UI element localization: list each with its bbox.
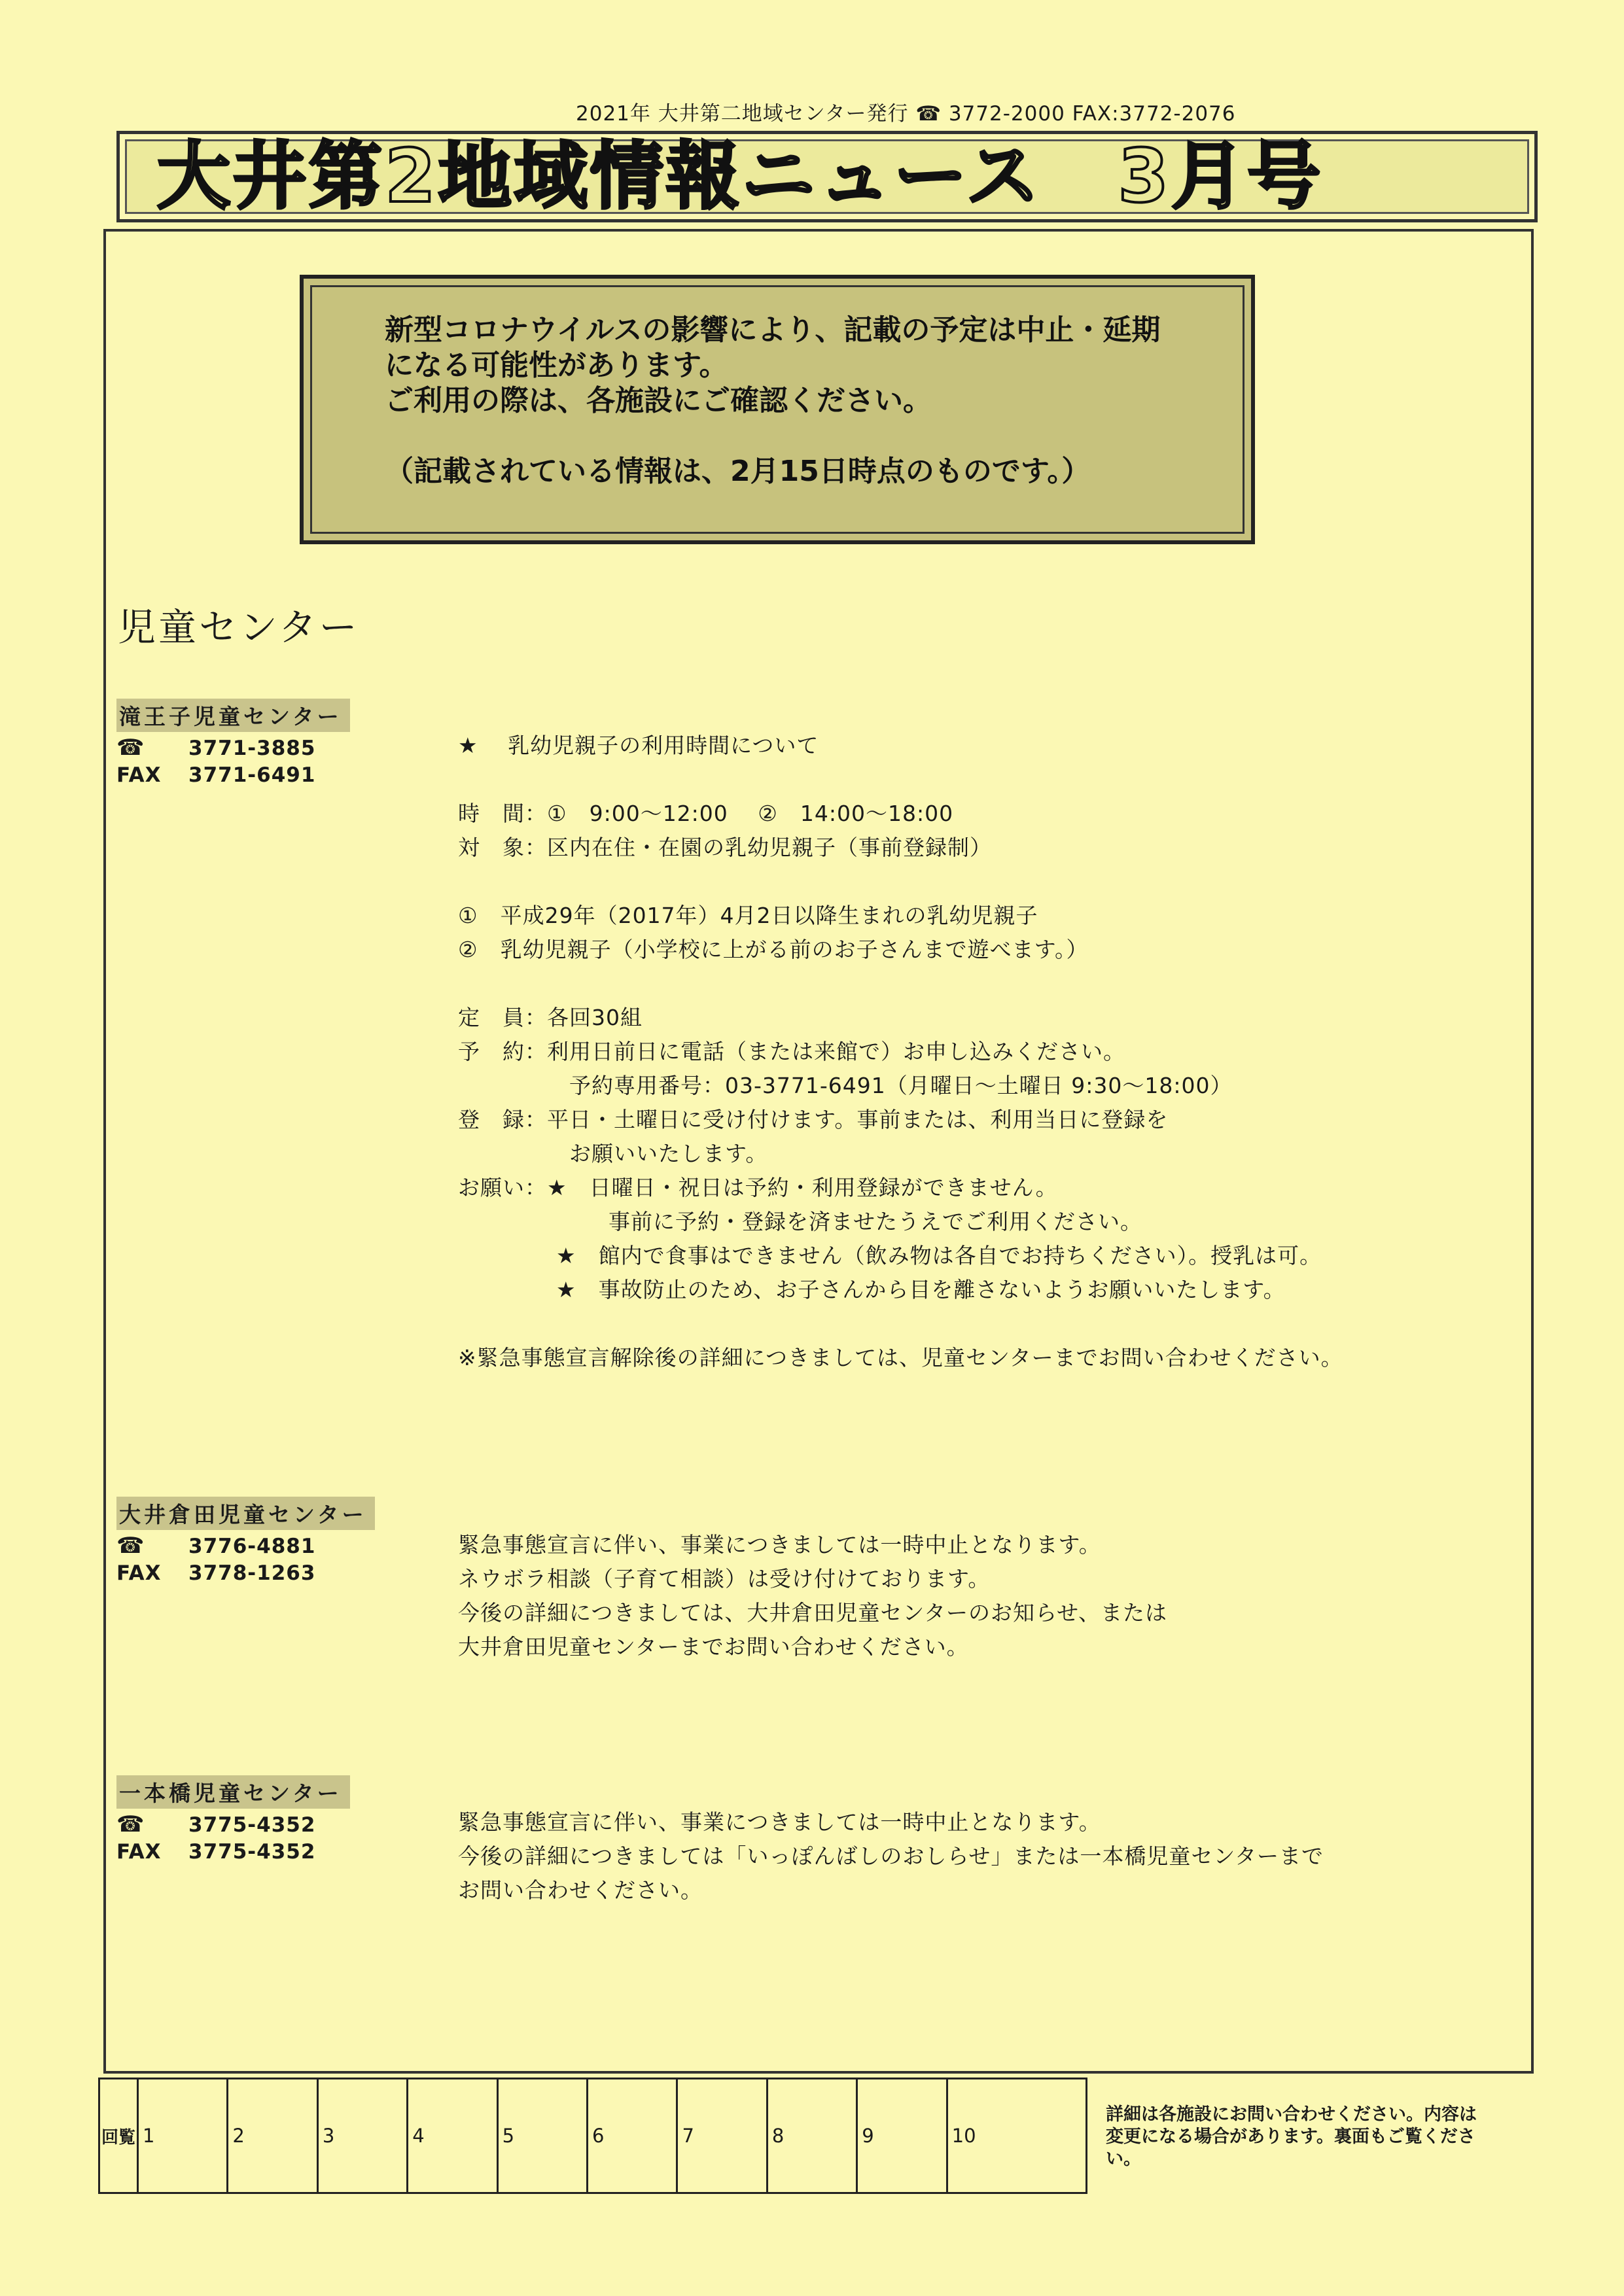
phone-icon: ☎ [116, 1533, 145, 1559]
detail-line: 予 約：利用日前日に電話（または来館で）お申し込みください。 [458, 1039, 1125, 1064]
circulation-cell: 6 [588, 2079, 677, 2193]
section-title: 児童センター [118, 605, 360, 650]
detail-line: 時 間：① 9:00～12:00 ② 14:00～18:00 [458, 801, 954, 826]
circulation-label: 回覧 [99, 2079, 138, 2193]
circulation-table [98, 2078, 1087, 2194]
center-name: 大井倉田児童センター [116, 1497, 375, 1530]
phone-icon: ☎ [116, 735, 145, 761]
phone-icon: ☎ [116, 1811, 145, 1837]
center-detail-oikurata [458, 1528, 1167, 1664]
issuer-line: 2021年 大井第二地域センター発行 ☎ 3772-2000 FAX:3772-2076 [576, 102, 1236, 126]
circulation-cell: 4 [408, 2079, 497, 2193]
detail-line: 事前に予約・登録を済ませたうえでご利用ください。 [609, 1209, 1142, 1234]
detail-line: お問い合わせください。 [458, 1877, 703, 1903]
circulation-cell: 7 [677, 2079, 767, 2193]
fax-label: FAX [116, 763, 162, 787]
detail-line: 今後の詳細につきましては、大井倉田児童センターのお知らせ、または [458, 1600, 1168, 1626]
detail-line: 対 象：区内在住・在園の乳幼児親子（事前登録制） [458, 835, 992, 860]
covid-notice-text [385, 313, 1235, 489]
detail-line: ★ 乳幼児親子の利用時間について [458, 733, 819, 758]
detail-line: 登 録：平日・土曜日に受け付けます。事前または、利用当日に登録を [458, 1107, 1169, 1132]
detail-line: ② 乳幼児親子（小学校に上がる前のお子さんまで遊べます。） [458, 937, 1089, 962]
detail-line: 大井倉田児童センターまでお問い合わせください。 [458, 1634, 969, 1660]
center-detail-takiouji [458, 729, 1343, 1375]
detail-line: ① 平成29年（2017年）4月2日以降生まれの乳幼児親子 [458, 903, 1038, 928]
detail-line: 緊急事態宣言に伴い、事業につきましては一時中止となります。 [458, 1809, 1101, 1835]
notice-line-4: （記載されている情報は、2月15日時点のものです。） [385, 455, 1091, 488]
center-info-ippongbashi [116, 1775, 350, 1864]
circulation-cell: 1 [138, 2079, 228, 2193]
detail-line: ★ 事故防止のため、お子さんから目を離さないようお願いいたします。 [556, 1277, 1286, 1302]
circulation-cell: 10 [947, 2079, 1086, 2193]
circulation-cell: 9 [857, 2079, 947, 2193]
center-tel: 3771-3885 [188, 737, 316, 760]
detail-line: ※緊急事態宣言解除後の詳細につきましては、児童センターまでお問い合わせください。 [458, 1345, 1343, 1370]
circulation-note: 詳細は各施設にお問い合わせください。内容は変更になる場合があります。裏面もご覧ください。 [1106, 2104, 1477, 2169]
center-fax: 3775-4352 [188, 1840, 316, 1864]
center-name: 滝王子児童センター [116, 699, 350, 732]
center-tel: 3776-4881 [188, 1535, 316, 1558]
fax-label: FAX [116, 1561, 162, 1585]
notice-line-1: 新型コロナウイルスの影響により、記載の予定は中止・延期 [385, 313, 1161, 347]
circulation-cell: 3 [317, 2079, 407, 2193]
center-info-takiouji [116, 699, 350, 787]
center-info-oikurata [116, 1497, 375, 1585]
detail-line: 緊急事態宣言に伴い、事業につきましては一時中止となります。 [458, 1532, 1101, 1557]
center-tel: 3775-4352 [188, 1813, 316, 1837]
detail-line: 今後の詳細につきましては「いっぽんばしのおしらせ」または一本橋児童センターまで [458, 1843, 1324, 1869]
center-detail-ippongbashi [458, 1805, 1324, 1907]
detail-line: 定 員：各回30組 [458, 1005, 643, 1030]
center-fax: 3778-1263 [188, 1561, 316, 1585]
notice-line-2: になる可能性があります。 [385, 349, 728, 382]
detail-line: ネウボラ相談（子育て相談）は受け付けております。 [458, 1566, 991, 1592]
center-name: 一本橋児童センター [116, 1775, 350, 1809]
notice-line-3: ご利用の際は、各施設にご確認ください。 [385, 384, 932, 417]
detail-line: お願いいたします。 [569, 1141, 768, 1166]
page-title: 大井第2地域情報ニュース 3月号 [157, 134, 1324, 219]
center-fax: 3771-6491 [188, 763, 316, 787]
detail-line: ★ 館内で食事はできません（飲み物は各自でお持ちください）。授乳は可。 [556, 1243, 1322, 1268]
circulation-cell: 8 [767, 2079, 856, 2193]
detail-line: 予約専用番号：03-3771-6491（月曜日～土曜日 9:30～18:00） [569, 1073, 1233, 1098]
circulation-cell: 2 [228, 2079, 317, 2193]
detail-line: お願い：★ 日曜日・祝日は予約・利用登録ができません。 [458, 1175, 1058, 1200]
circulation-cell: 5 [497, 2079, 587, 2193]
fax-label: FAX [116, 1840, 162, 1864]
